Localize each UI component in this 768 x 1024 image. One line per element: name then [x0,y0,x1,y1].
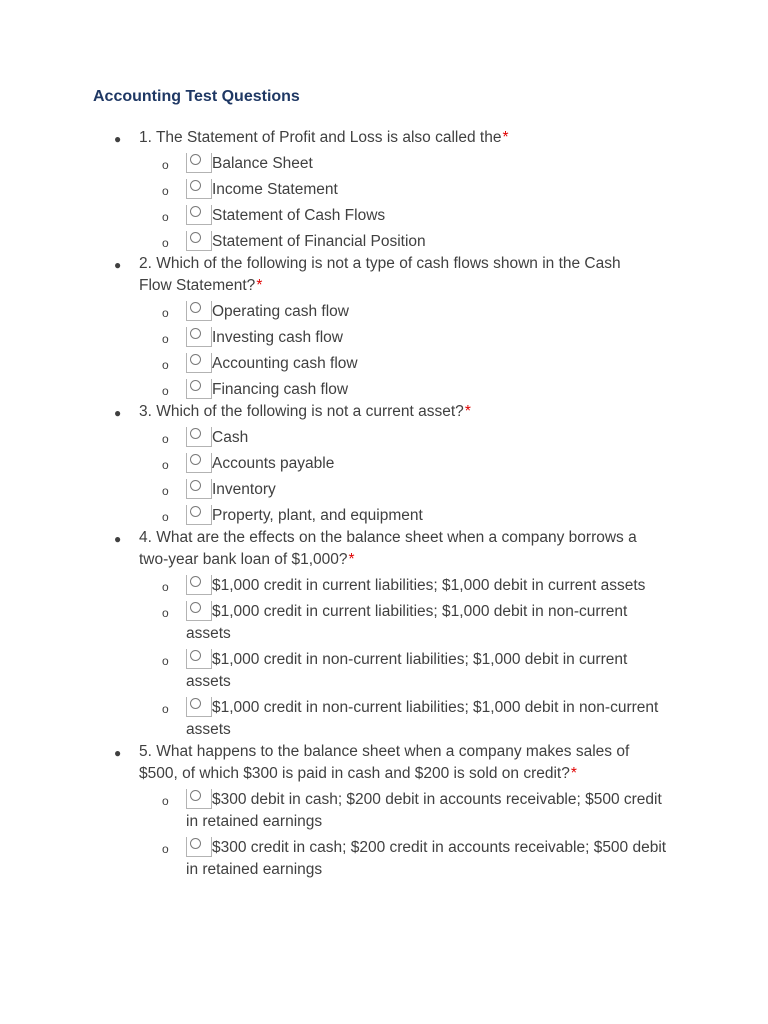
option-item [0,645,768,693]
radio-button[interactable] [186,153,212,173]
bullet-circle-icon: o [162,794,169,808]
required-marker: * [348,551,355,568]
option-label: Accounting cash flow [212,355,358,372]
option-item [0,693,768,741]
option-label: $1,000 credit in current liabilities; $1,000 debit in non-current assets [186,603,628,642]
option-item [0,149,768,175]
bullet-disc-icon: ● [114,258,122,272]
option-label: Investing cash flow [212,329,343,346]
option-list [0,423,768,527]
option-label: Income Statement [212,181,338,198]
bullet-circle-icon: o [162,484,169,498]
option-item [0,375,768,401]
option-list [0,297,768,401]
option-list [0,571,768,741]
radio-button[interactable] [186,505,212,525]
option-label: Operating cash flow [212,303,349,320]
option-label: $300 credit in cash; $200 credit in accounts receivable; $500 debit in retained earnings [186,839,667,878]
option-item [0,571,768,597]
option-item [0,227,768,253]
option-list [0,785,768,881]
option-label: $1,000 credit in non-current liabilities; $1,000 debit in current assets [186,651,628,690]
radio-button[interactable] [186,479,212,499]
radio-button[interactable] [186,575,212,595]
question-text: 3. Which of the following is not a current asset?* [139,403,471,420]
radio-button[interactable] [186,301,212,321]
bullet-circle-icon: o [162,458,169,472]
radio-button[interactable] [186,649,212,669]
required-marker: * [464,403,471,420]
question-text: 2. Which of the following is not a type of cash flows shown in the Cash Flow Statement?* [139,255,621,294]
option-label: Statement of Cash Flows [212,207,386,224]
bullet-circle-icon: o [162,306,169,320]
option-item [0,175,768,201]
option-item [0,323,768,349]
radio-button[interactable] [186,205,212,225]
option-item [0,785,768,833]
question-text: 1. The Statement of Profit and Loss is also called the* [139,129,509,146]
question-text: 5. What happens to the balance sheet when a company makes sales of $500, of which $300 is paid in cash and $200 is sold on credit?* [139,743,630,782]
question-4 [0,527,768,741]
radio-button[interactable] [186,379,212,399]
bullet-circle-icon: o [162,842,169,856]
required-marker: * [502,129,509,146]
option-label: Property, plant, and equipment [212,507,423,524]
bullet-circle-icon: o [162,236,169,250]
option-label: Balance Sheet [212,155,313,172]
option-item [0,201,768,227]
question-5 [0,741,768,881]
option-label: Statement of Financial Position [212,233,426,250]
option-item [0,475,768,501]
option-item [0,349,768,375]
document-title: Accounting Test Questions [93,88,300,105]
question-1 [0,127,768,253]
question-3 [0,401,768,527]
radio-button[interactable] [186,453,212,473]
bullet-disc-icon: ● [114,532,122,546]
bullet-circle-icon: o [162,654,169,668]
radio-button[interactable] [186,179,212,199]
option-label: $1,000 credit in non-current liabilities; $1,000 debit in non-current assets [186,699,659,738]
option-list [0,149,768,253]
option-label: $1,000 credit in current liabilities; $1,000 debit in current assets [212,577,646,594]
option-label: Financing cash flow [212,381,349,398]
radio-button[interactable] [186,697,212,717]
required-marker: * [256,277,263,294]
option-item [0,449,768,475]
bullet-circle-icon: o [162,158,169,172]
radio-button[interactable] [186,353,212,373]
bullet-circle-icon: o [162,432,169,446]
option-label: $300 debit in cash; $200 debit in accounts receivable; $500 credit in retained earnings [186,791,662,830]
option-label: Inventory [212,481,276,498]
bullet-disc-icon: ● [114,406,122,420]
radio-button[interactable] [186,327,212,347]
question-list [0,127,768,881]
option-item [0,423,768,449]
option-item [0,833,768,881]
question-text: 4. What are the effects on the balance sheet when a company borrows a two-year bank loan of $1,000?* [139,529,637,568]
radio-button[interactable] [186,601,212,621]
radio-button[interactable] [186,837,212,857]
bullet-circle-icon: o [162,332,169,346]
required-marker: * [570,765,577,782]
question-2 [0,253,768,401]
bullet-circle-icon: o [162,210,169,224]
option-label: Accounts payable [212,455,335,472]
bullet-circle-icon: o [162,580,169,594]
bullet-circle-icon: o [162,184,169,198]
bullet-circle-icon: o [162,510,169,524]
bullet-circle-icon: o [162,606,169,620]
option-item [0,501,768,527]
radio-button[interactable] [186,231,212,251]
bullet-circle-icon: o [162,702,169,716]
radio-button[interactable] [186,427,212,447]
bullet-circle-icon: o [162,358,169,372]
bullet-circle-icon: o [162,384,169,398]
bullet-disc-icon: ● [114,132,122,146]
option-label: Cash [212,429,249,446]
option-item [0,597,768,645]
bullet-disc-icon: ● [114,746,122,760]
radio-button[interactable] [186,789,212,809]
option-item [0,297,768,323]
